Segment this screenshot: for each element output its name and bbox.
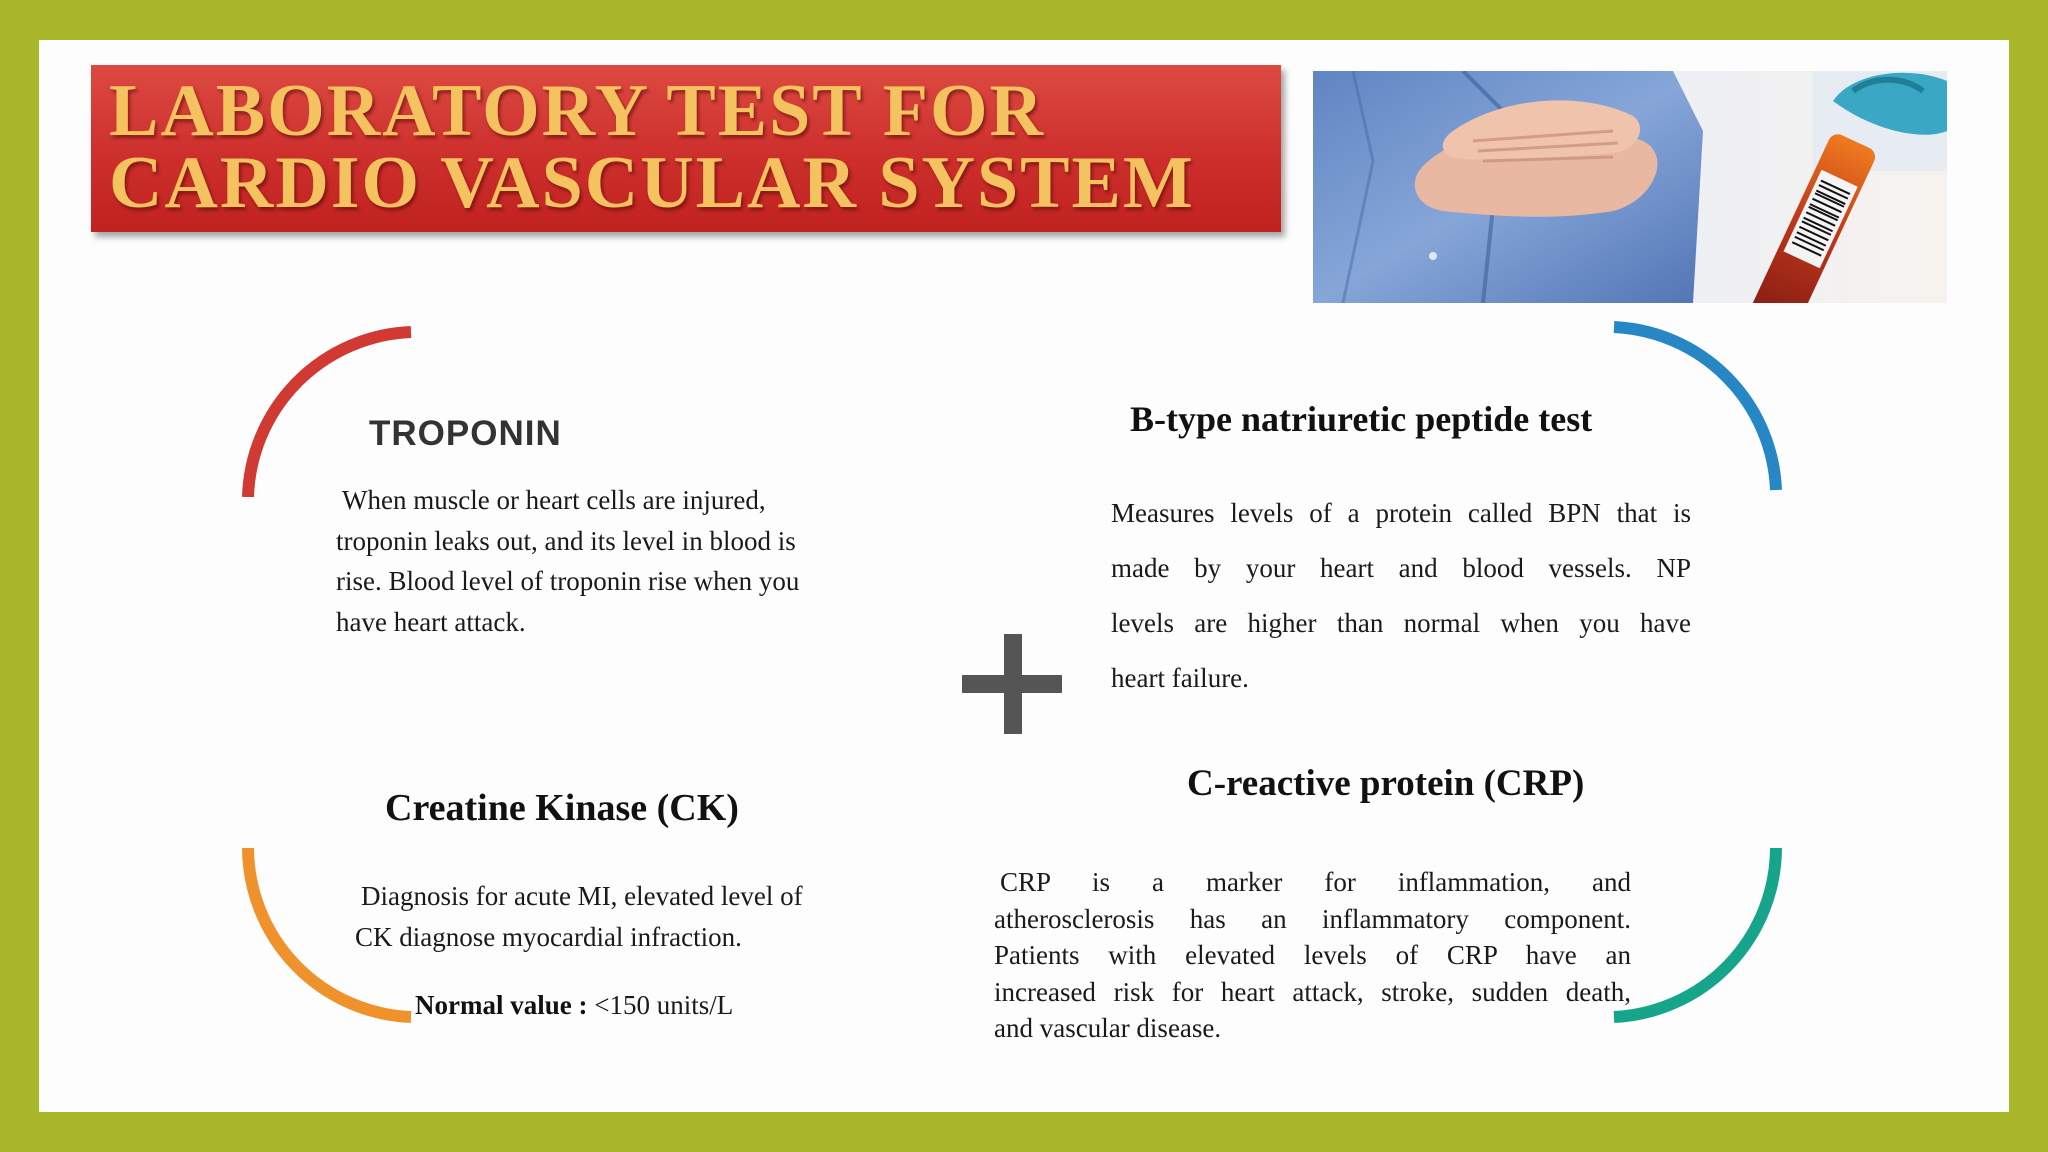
bnp-line: levels are higher than normal when you have [1111,608,1691,638]
bnp-heading: B-type natriuretic peptide test [1130,399,1593,439]
ck-normal-label: Normal value : [415,990,588,1020]
troponin-line: rise. Blood level of troponin rise when you [336,566,800,596]
troponin-line: When muscle or heart cells are injured, [342,485,766,515]
troponin-line: have heart attack. [336,606,526,637]
crp-text [994,864,1631,1047]
bnp-text [1111,486,1691,706]
title-line-1: LABORATORY TEST FOR [109,70,1045,152]
troponin-line: troponin leaks out, and its level in blood is [336,525,796,556]
troponin-text [336,480,876,642]
crp-heading: C-reactive protein (CRP) [1187,763,1585,804]
bnp-line: made by your heart and blood vessels. NP [1111,553,1691,583]
ck-line: Diagnosis for acute MI, elevated level of [361,881,803,911]
bnp-line: Measures levels of a protein called BPN that is [1111,498,1691,528]
crp-line: increased risk for heart attack, stroke, sudden death, [994,976,1631,1007]
title-line-2: CARDIO VASCULAR SYSTEM [109,142,1195,224]
bnp-arc [1614,327,1776,490]
ck-text [355,876,915,957]
ck-normal-number: <150 units/L [594,990,734,1020]
slide [39,40,2009,1112]
crp-line: Patients with elevated levels of CRP have an [994,940,1631,970]
crp-line: atherosclerosis has an inflammatory component. [994,903,1631,934]
crp-arc [1614,848,1776,1017]
ck-line: CK diagnose myocardial infraction. [355,921,742,952]
crp-line: CRP is a marker for inflammation, and [1000,867,1631,897]
ck-normal-value [415,990,733,1021]
troponin-heading: TROPONIN [369,414,562,453]
ck-heading: Creatine Kinase (CK) [385,787,739,829]
plus-icon [962,634,1062,734]
bnp-line: heart failure. [1111,663,1249,693]
crp-line: and vascular disease. [994,1013,1222,1043]
